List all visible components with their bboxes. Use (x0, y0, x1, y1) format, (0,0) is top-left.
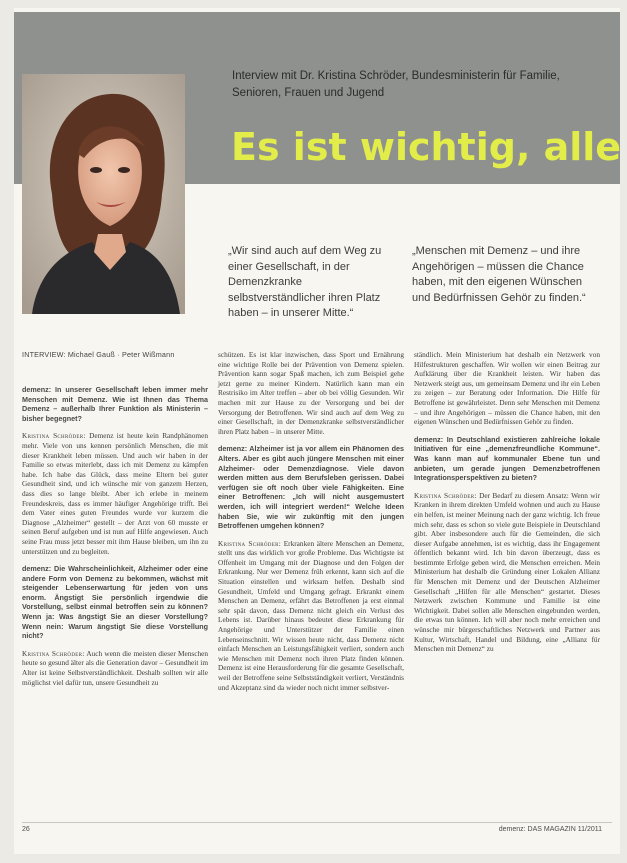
pull-quote-right: „Menschen mit Demenz – und ihre Angehörigen – müssen die Chance haben, mit den eigenen Wünschen und Bedürfnissen Gehör zu finden.“ (412, 245, 586, 304)
question: demenz: In unserer Gesellschaft leben immer mehr Menschen mit Demenz. Wie ist Ihnen das Thema Demenz – außerhalb Ihrer Funktion als Ministerin – bisher begegnet? (22, 385, 208, 423)
answer-text: schützen. Es ist klar inzwischen, dass Sport und Ernährung eine wichtige Rolle bei der Prävention von Demenz spielen. Prävention kann sogar Spaß machen, ich zum Beispiel gehe jetzt gerne zu meiner Kindern. Natürlich kann man ein Restrisiko im Alter treffen – aber ob bei völlig Gesunden. Wir machen mit zur Hause zu der Versorgung und bei der Versorgung der Betroffenen. Wir sind auch auf dem Weg zu einer Gesellschaft, in der Demenzkranke selbstverständlicher ihren Platz haben – in unserer Mitte. (218, 350, 404, 436)
byline: INTERVIEW: Michael Gauß · Peter Wißmann (22, 350, 175, 359)
answer (414, 491, 600, 654)
page-number: 26 (22, 826, 30, 833)
question: demenz: Die Wahrscheinlichkeit, Alzheimer oder eine andere Form von Demenz zu bekommen, wächst mit steigender Lebenserwartung für jeden von uns enorm. Ängstigt Sie persönlich irgendwie die Vorstellung, selbst einmal betroffen sein zu können? Wenn ja: Was ängstigt Sie an dieser Vorstellung? Wenn nein: Warum ängstigt Sie diese Vorstellung nicht? (22, 564, 208, 641)
portrait-photo (22, 74, 185, 314)
pull-quote-left: „Wir sind auch auf dem Weg zu einer Gesellschaft, in der Demenzkranke selbstverständlicher ihren Platz haben – in unserer Mitte.“ (228, 245, 382, 319)
page-footer (22, 826, 612, 840)
answer-text: Der Bedarf zu diesem Ansatz: Wenn wir Kranken in ihrem direkten Umfeld wohnen und auch zu Hause ein helfen, ist meiner Meinung nach der ganz wichtig. Ich freue mich sehr, dass es schon so viele gute Beispiele in Deutschland gibt. Aber insbesondere auch für die Gemeinden, die sich dieser Aufgabe annehmen, ist es wichtig, dass ihr Engagement öffentlich bekannt wird. Ich bin davon überzeugt, dass es bestimmte Erfolge geben wird, die Menschen erreichen. Mein Ministerium hat deshalb die Gründung einer Lokalen Allianz für Menschen mit Demenz und der Deutschen Alzheimer Gesellschaft „Hilfen für alle Menschen“ gestartet. Dieses Netzwerk zwischen Kommune und Familie ist eine Wichtigkeit. Dabei sollen alle Menschen eingebunden werden, die etwas tun können. Ich will aber noch mehr erreichen und wünsche mir bürgerschaftliches Netzwerk und Partner aus Kultur, Wirtschaft, Handel und Bildung, eine „Allianz für Menschen mit Demenz“ zu (414, 490, 600, 654)
text-column-2 (218, 350, 404, 700)
question: demenz: In Deutschland existieren zahlreiche lokale Initiativen für eine „demenzfreundliche Kommune“. Was kann man auf kommunaler Ebene tun und anbieten, um gerade jungen Demenzbetroffenen Integrationsperspektiven zu bieten? (414, 434, 600, 483)
speaker-name: Kristina Schröder: (22, 648, 85, 658)
headline: Es ist wichtig, alle (231, 125, 622, 169)
answer (22, 431, 208, 556)
speaker-name: Kristina Schröder: (22, 431, 86, 441)
answer-text: Erkranken ältere Menschen an Demenz, stellt uns das wirklich vor große Probleme. Das Wichtigste ist Offenheit im Umgang mit der Diagnose und den Folgen der Erkrankung. Nur wer Demenz früh erkennt, kann sich auf die Situation einstellen und wirksam helfen. Deshalb sind Gesundheit, Umfeld und Umgang gefragt. Erkrankt einem Menschen an Demenz, erfährt das Betroffenen ja erst einmal sehr spät davon, dass Demenz nicht gleich ein Verlust des Lebens ist. Darüber hinaus bedeutet diese Erkrankung für Angehörige und Unterstützer der Familie einen Lebenseinschnitt. Wir wissen heute nicht, dass Demenz nicht einfach Menschen an Leistungsfähigkeit verliert, sondern auch wie Menschen mit Demenz noch ihren Platz finden können. Demenz ist eine Herausforderung für die gesamte Gesellschaft, weil der Betroffene seine Selbstständigkeit verliert, Verständnis und Akzeptanz sind da wieder noch nicht immer selbstver- (218, 538, 404, 692)
answer (22, 649, 208, 687)
magazine-issue: demenz: DAS MAGAZIN 11/2011 (498, 826, 602, 833)
interview-kicker: Interview mit Dr. Kristina Schröder, Bundesministerin für Familie, Senioren, Frauen und Jugend (232, 70, 560, 99)
answer-text: Demenz ist heute kein Randphänomen mehr. Viele von uns kennen persönlich Menschen, die mit dieser Krankheit leben müssen. Und auch wir haben in der Familie so etwas miterlebt, dass ich mit Demenz zu kämpfen habe. Ich habe das Glück, dass meine Eltern bei guter Gesundheit sind, und ich wünsche mir von ganzem Herzen, dass dies so lange bleibt. Aber ich erlebe in meinem Freundeskreis, dass es immer häufiger Angehörige trifft. Bei dem Vater eines guten Freundes wurde vor kurzem die Diagnose „Alzheimer“ gestellt – der Arzt von 60 musste er seinen Beruf aufgeben und ist nun auf Hilfe angewiesen. Auch seine Frau muss jetzt besser mit ihm Hause bleiben, um ihn zu unterstützen und zu begleiten. (22, 431, 208, 556)
text-column-1 (22, 385, 208, 695)
answer (218, 539, 404, 693)
answer-text: Auch wenn die meisten dieser Menschen heute so gesund älter als die Generation davor – Gesundheit im Alter ist keine Selbstverständlichkeit. Deshalb sollten wir alle möglichst viel dafür tun, unsere Gesundheit zu (22, 648, 208, 687)
speaker-name: Kristina Schröder: (218, 538, 282, 548)
question: demenz: Alzheimer ist ja vor allem ein Phänomen des Alters. Aber es gibt auch jüngere Menschen mit einer Alzheimer- oder Demenzdiagnose. Viele davon werden mitten aus dem Berufsleben gerissen. Dabei verfügen sie oft noch über viele Fähigkeiten. Eine einer Betroffenen: „Ich will nicht ausgemustert werden, ich will integriert werden!“ Welche Ideen haben Sie, wie wir zukünftig mit den jungen Betroffenen umgehen können? (218, 444, 404, 531)
speaker-name: Kristina Schröder: (414, 490, 477, 500)
answer-text: ständlich. Mein Ministerium hat deshalb ein Netzwerk von Hilfestrukturen geschaffen. Wir wollen wir einen Beitrag zur Aufklärung über die Krankheit leisten. Wir haben das Netzwerk steigt aus, um gemeinsam Demenz und ihr ein Leben zu zeigen – zur Beratung oder Information. Die Hilfe für Betroffene ist gewährleistet. Denn sehr Menschen mit Demenz – und ihre Angehörigen – müssen die Chance haben, mit den eigenen Wünschen und Bedürfnissen Gehör zu finden. (414, 350, 600, 427)
text-column-3 (414, 350, 600, 662)
footer-rule (22, 822, 612, 823)
